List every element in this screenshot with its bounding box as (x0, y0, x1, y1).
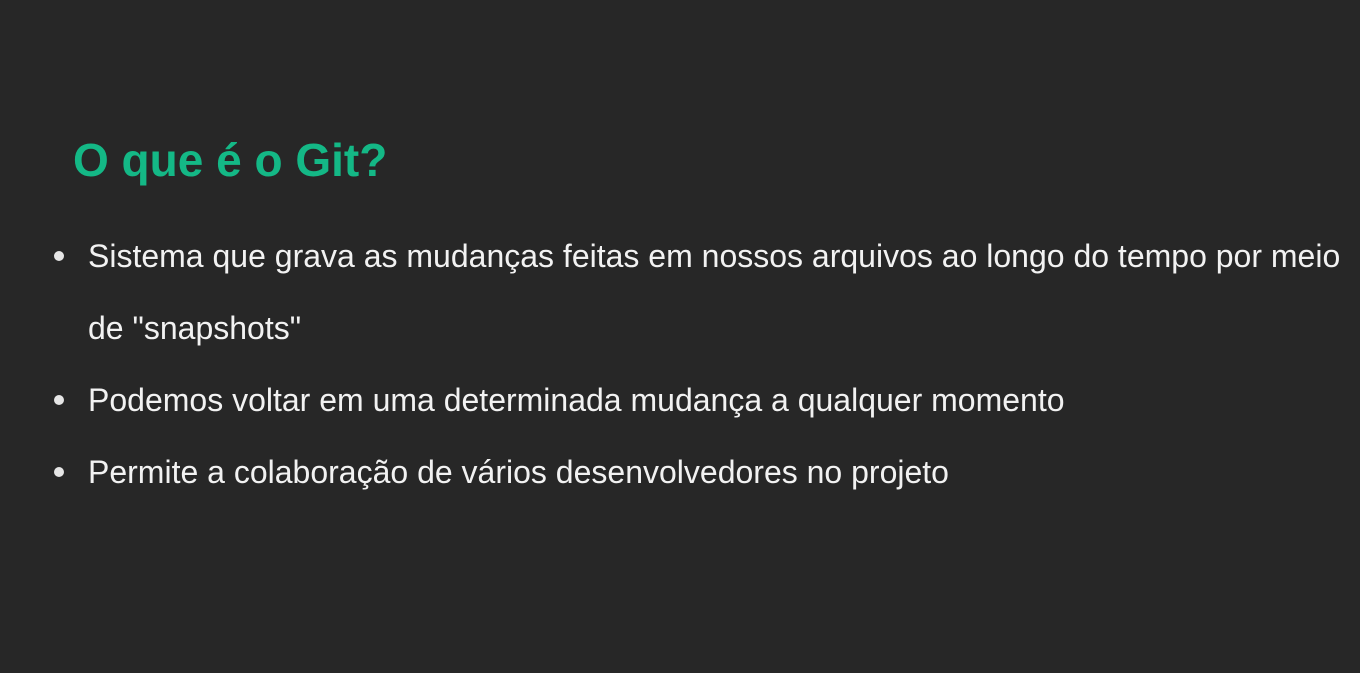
bullet-dot-icon (54, 467, 64, 477)
bullet-text: Podemos voltar em uma determinada mudança a qualquer momento (88, 382, 1065, 418)
bullet-dot-icon (54, 251, 64, 261)
bullet-item (54, 364, 1344, 436)
bullet-item (54, 220, 1344, 364)
bullet-dot-icon (54, 395, 64, 405)
bullet-text: Sistema que grava as mudanças feitas em nossos arquivos ao longo do tempo por meio de "snapshots" (88, 238, 1341, 346)
bullet-list (54, 220, 1344, 508)
slide-title: O que é o Git? (73, 134, 388, 186)
bullet-text: Permite a colaboração de vários desenvolvedores no projeto (88, 454, 949, 490)
bullet-item (54, 436, 1344, 508)
